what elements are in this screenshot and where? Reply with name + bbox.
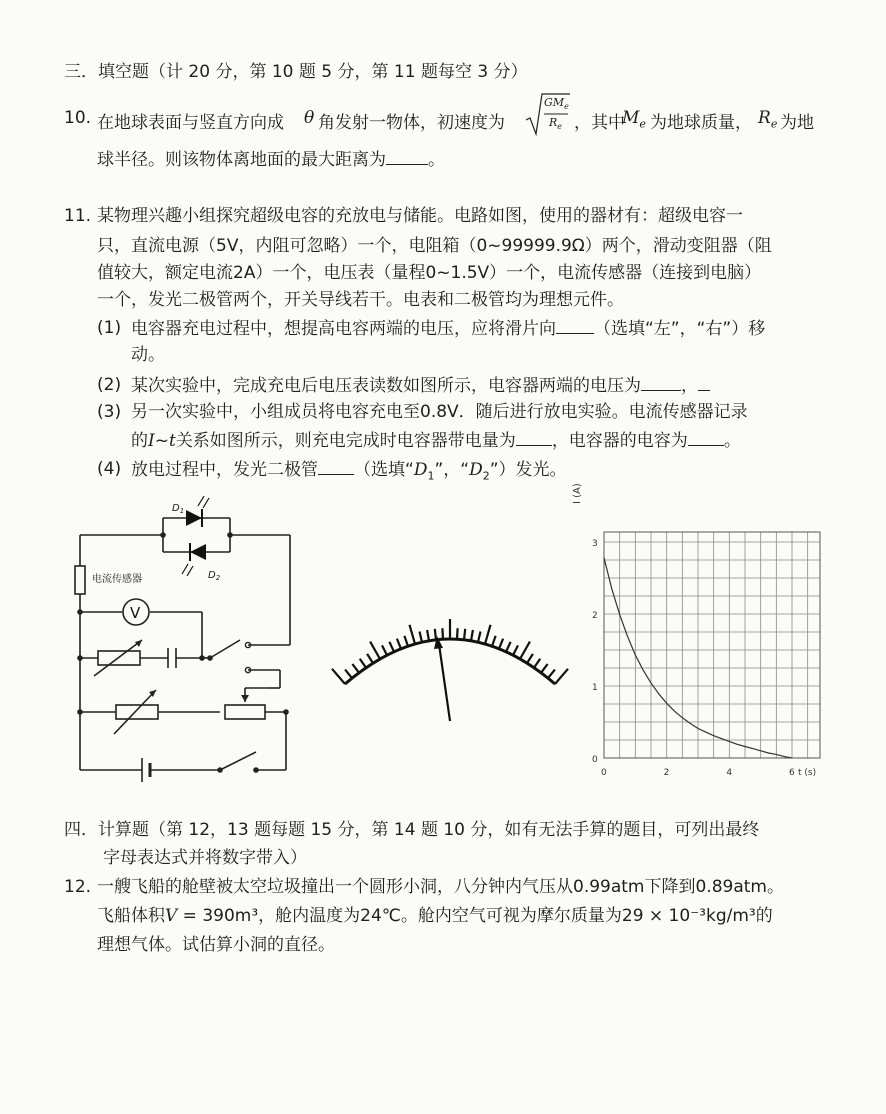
- current-sensor-label: 电流传感器: [92, 574, 142, 585]
- diode-d1-icon: [186, 510, 202, 526]
- section-4-heading-continued: 字母表达式并将数字带入）: [103, 848, 307, 868]
- question-10-line-2: 球半径。则该物体离地面的最大距离为 。: [97, 150, 445, 170]
- question-12-line-1: 一艘飞船的舱壁被太空垃圾撞出一个圆形小洞，八分钟内气压从0.99atm下降到0.89atm。: [97, 877, 784, 897]
- dial-tick: [410, 625, 416, 644]
- answer-blank: [556, 318, 594, 334]
- dial-tick: [382, 645, 387, 655]
- y-axis-label: I (A): [572, 483, 583, 504]
- dial-tick: [367, 654, 373, 663]
- dial-tick: [404, 636, 408, 646]
- d1-label: $D_1$: [172, 503, 185, 515]
- voltmeter-dial: [335, 596, 565, 726]
- dial-tick: [352, 664, 359, 673]
- part-3-number: (3): [97, 402, 122, 422]
- x-tick-label: 6: [789, 768, 795, 778]
- x-tick-label: 4: [726, 768, 733, 778]
- theta-symbol: θ: [304, 108, 315, 128]
- plot-frame: [604, 532, 820, 758]
- voltmeter-label: V: [130, 604, 141, 622]
- dial-tick: [541, 664, 548, 673]
- dial-tick: [464, 629, 465, 640]
- dial-tick: [435, 629, 436, 640]
- dial-tick: [370, 642, 380, 659]
- part-1-number: (1): [97, 318, 122, 338]
- dial-tick: [485, 625, 491, 644]
- x-tick-label: 2: [663, 768, 670, 778]
- question-11-line-4: 一个，发光二极管两个，开关导线若干。电表和二极管均为理想元件。: [97, 290, 624, 310]
- dial-tick: [506, 642, 511, 652]
- dial-tick: [332, 669, 345, 684]
- dial-tick: [534, 659, 540, 668]
- x-tick-label: 0: [601, 768, 607, 778]
- question-number: 12.: [64, 877, 92, 897]
- part-3-line-2: 的I~t关系如图所示，则充电完成时电容器带电量为 ，电容器的电容为 。: [131, 431, 741, 451]
- dial-tick: [478, 632, 481, 643]
- part-3-line-1: 另一次实验中，小组成员将电容充电至0.8V．随后进行放电实验。电流传感器记录: [131, 402, 748, 422]
- y-tick-label: 1: [592, 683, 598, 693]
- part-4-text: 放电过程中，发光二极管 （选填“$D_1$”，“$D_2$”）发光。: [131, 460, 567, 483]
- y-tick-label: 0: [592, 755, 598, 765]
- dial-tick: [389, 642, 394, 652]
- dial-tick: [420, 632, 423, 643]
- question-12-line-3: 理想气体。试估算小洞的直径。: [97, 935, 335, 955]
- dial-tick: [513, 645, 518, 655]
- initial-velocity-formula: $GM_e$ $R_e$: [524, 90, 634, 138]
- dial-tick: [442, 628, 443, 639]
- answer-blank: [641, 375, 681, 391]
- part-2-text: 某次实验中，完成充电后电压表读数如图所示，电容器两端的电压为 ，: [131, 375, 710, 396]
- dial-tick: [499, 639, 503, 649]
- part-4-number: (4): [97, 459, 122, 479]
- question-11-line-2: 只，直流电源（5V，内阻可忽略）一个，电阻箱（0~99999.9Ω）两个，滑动变阻器（阻: [97, 236, 772, 256]
- question-11-line-1: 某物理兴趣小组探究超级电容的充放电与储能。电路如图，使用的器材有：超级电容一: [97, 206, 743, 226]
- dial-needle: [439, 644, 450, 721]
- dial-tick: [427, 630, 429, 641]
- part-1-text: 电容器充电过程中，想提高电容两端的电压，应将滑片向 （选填“左”，“右”）移: [131, 319, 766, 339]
- dial-tick: [345, 670, 352, 679]
- dial-tick: [397, 639, 401, 649]
- dial-tick: [520, 642, 530, 659]
- dial-tick: [548, 670, 555, 679]
- dial-tick: [457, 628, 458, 639]
- question-number: 10.: [64, 108, 92, 128]
- dial-tick: [360, 659, 366, 668]
- circuit-diagram: [60, 490, 310, 790]
- dial-tick: [527, 654, 533, 663]
- part-2-number: (2): [97, 375, 122, 395]
- section-4-heading: 四．计算题（第 12，13 题每题 15 分，第 14 题 10 分，如有无法手算的题目，可列出最终: [64, 820, 760, 840]
- answer-blank: [688, 430, 724, 446]
- answer-blank: [516, 430, 552, 446]
- y-tick-label: 2: [592, 611, 598, 621]
- y-tick-label: 3: [592, 539, 598, 549]
- d2-label: $D_2$: [208, 570, 221, 582]
- current-time-chart: [572, 483, 826, 786]
- question-12-line-2: 飞船体积V = 390m³，舱内温度为24℃。舱内空气可视为摩尔质量为29 × 10⁻³kg/m³的: [97, 906, 773, 926]
- dial-tick: [492, 636, 496, 646]
- dial-tick: [471, 630, 473, 641]
- answer-blank: [386, 149, 428, 165]
- question-number: 11.: [64, 206, 92, 226]
- section-3-heading: 三．填空题（计 20 分，第 10 题 5 分，第 11 题每空 3 分）: [64, 62, 528, 82]
- question-11-line-3: 值较大，额定电流2A）一个，电压表（量程0~1.5V）一个，电流传感器（连接到电脑）: [97, 263, 762, 283]
- dial-tick: [555, 669, 568, 684]
- answer-blank: [318, 459, 354, 475]
- diode-d2-icon: [190, 544, 206, 560]
- part-1-continuation: 动。: [131, 345, 165, 365]
- x-axis-label: t (s): [798, 768, 817, 778]
